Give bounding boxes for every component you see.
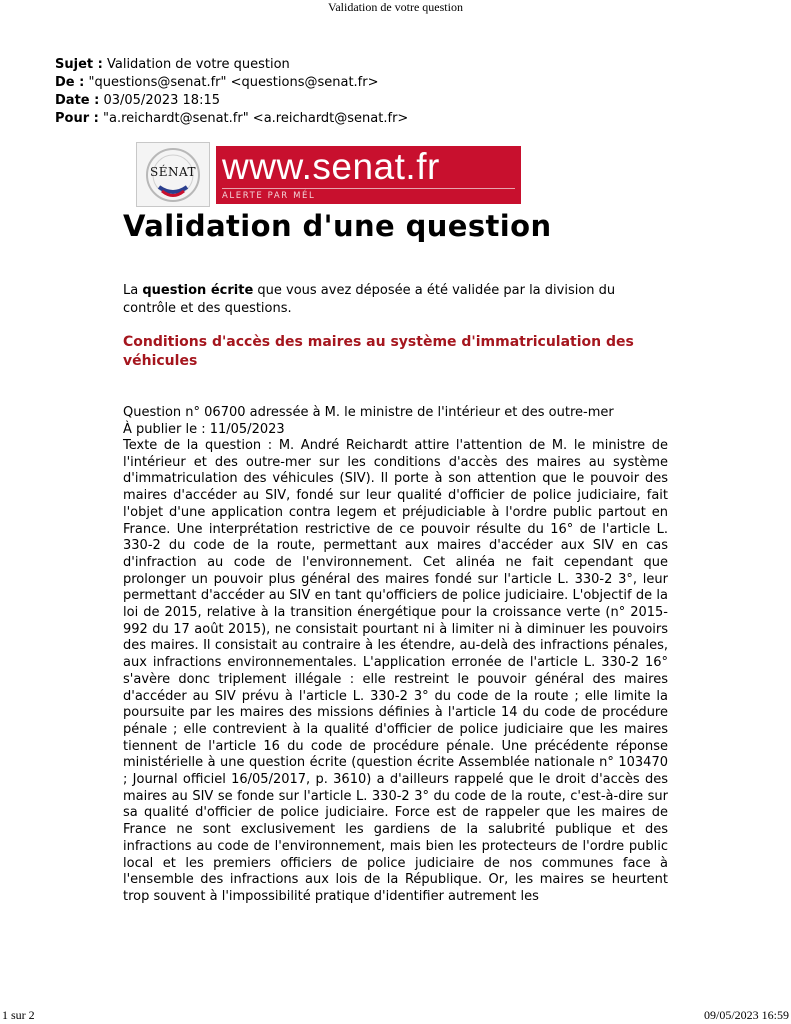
header-from-value: "questions@senat.fr" <questions@senat.fr> bbox=[88, 75, 379, 90]
senat-banner bbox=[216, 146, 521, 204]
header-subject-value: Validation de votre question bbox=[106, 57, 290, 72]
page-heading: Validation d'une question bbox=[123, 209, 552, 243]
header-from-label: De : bbox=[55, 75, 85, 90]
email-headers bbox=[55, 56, 655, 128]
question-meta bbox=[123, 405, 668, 438]
header-to bbox=[55, 110, 655, 128]
header-to-value: "a.reichardt@senat.fr" <a.reichardt@senat.fr> bbox=[103, 111, 409, 126]
header-date-label: Date : bbox=[55, 93, 100, 108]
header-date bbox=[55, 92, 655, 110]
header-subject bbox=[55, 56, 655, 74]
page-number: 1 sur 2 bbox=[2, 1008, 35, 1022]
intro-before: La bbox=[123, 283, 143, 298]
header-from bbox=[55, 74, 655, 92]
senat-seal-logo bbox=[136, 142, 210, 207]
question-addressed: Question n° 06700 adressée à M. le ministre de l'intérieur et des outre-mer bbox=[123, 405, 614, 420]
intro-bold: question écrite bbox=[142, 283, 254, 298]
header-to-label: Pour : bbox=[55, 111, 99, 126]
question-publish-date: À publier le : 11/05/2023 bbox=[123, 421, 285, 437]
header-subject-label: Sujet : bbox=[55, 57, 103, 72]
intro-after: que vous avez déposée a été validée par la division du contrôle et des questions. bbox=[123, 283, 616, 316]
question-title: Conditions d'accès des maires au système d'immatriculation des véhicules bbox=[123, 334, 634, 369]
seal-text: SÉNAT bbox=[150, 165, 196, 179]
print-timestamp: 09/05/2023 16:59 bbox=[703, 1008, 789, 1022]
banner-divider bbox=[222, 188, 515, 189]
banner-subtitle: ALERTE PAR MÉL bbox=[222, 191, 316, 201]
banner-url: www.senat.fr bbox=[222, 146, 440, 187]
header-date-value: 03/05/2023 18:15 bbox=[103, 93, 220, 108]
question-text: Texte de la question : M. André Reichardt attire l'attention de M. le ministre de l'intérieur et des outre-mer sur les conditions d'accès des maires au système d'immatriculation des véhicules (SIV). Il porte à son attention que le pouvoir des maires d'accéder au SIV, fondé sur leur qualité d'officier de police judiciaire, fait l'objet d'une application contra legem et préjudiciable à l'ordre public partout en France. Une interprétation restrictive de ce pouvoir résulte du 16° de l'article L. 330-2 du code de la route, permettant aux maires d'accéder aux SIV en cas d'infraction au code de l'environnement. Cet alinéa ne fait cependant que prolonger un pouvoir plus général des maires fondé sur l'article L. 330-2 3°, leur permettant d'accéder au SIV en tant qu'officiers de police judiciaire. L'objectif de la loi de 2015, relative à la transition énergétique pour la croissance verte (n° 2015-992 du 17 août 2015), ne consistait pourtant ni à limiter ni à diminuer les pouvoirs des maires. Il consistait au contraire à les étendre, au-delà des infractions pénales, aux infractions environnementales. L'application erronée de l'article L. 330-2 16° s'avère donc triplement illégale : elle restreint le pouvoir général des maires d'accéder au SIV prévu à l'article L. 330-2 3° du code de la route ; elle limite la poursuite par les maires des missions définies à l'article 14 du code de procédure pénale ; elle contrevient à la qualité d'officier de police judiciaire que les maires tiennent de l'article 16 du code de procédure pénale. Une précédente réponse ministérielle à une question écrite (question écrite Assemblée nationale n° 103470 ; Journal officiel 16/05/2017, p. 3610) a d'ailleurs rappelé que le droit d'accès des maires au SIV se fonde sur l'article L. 330-2 3° du code de la route, c'est-à-dire sur sa qualité d'officier de police judiciaire. Force est de rappeler que les maires de France ne sont exclusivement les gardiens de la salubrité publique et des infractions au code de l'environnement, mais bien les protecteurs de l'ordre public local et les premiers officiers de police judiciaire de nos communes face à l'ensemble des infractions aux lois de la République. Or, les maires se heurtent trop souvent à l'impossibilité pratique d'identifier autrement les bbox=[123, 438, 668, 904]
print-page-title: Validation de votre question bbox=[328, 0, 463, 14]
intro-paragraph bbox=[123, 282, 645, 318]
